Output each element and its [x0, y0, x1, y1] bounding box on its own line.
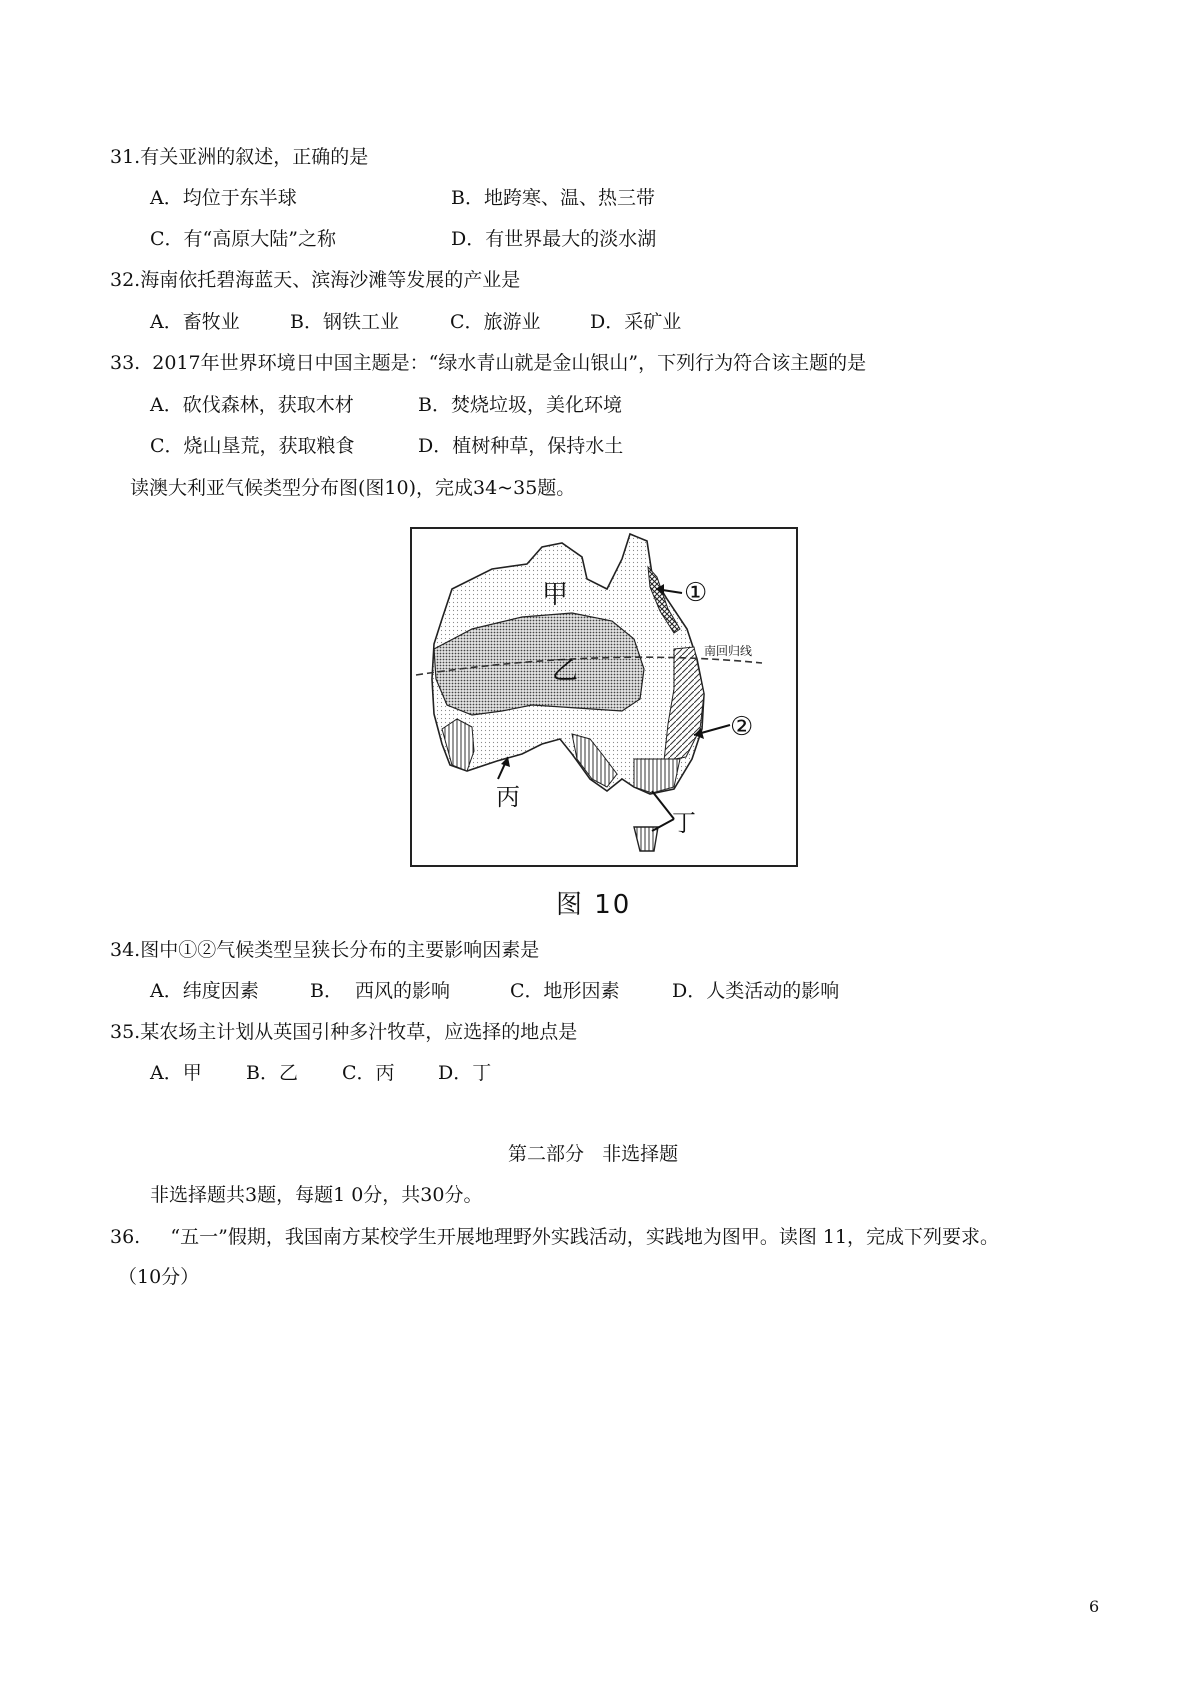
q32-stem: 32.海南依托碧海蓝天、滨海沙滩等发展的产业是 — [110, 269, 521, 291]
q36-stem-line2: （10分） — [118, 1266, 200, 1288]
q32-option-d: D．采矿业 — [590, 311, 682, 333]
q35-option-b: B．乙 — [246, 1062, 298, 1084]
arrow-ding-upper — [652, 791, 674, 819]
q32-option-b: B．钢铁工业 — [290, 311, 399, 333]
q34-option-c: C．地形因素 — [510, 980, 620, 1002]
label-yi: 乙 — [552, 656, 579, 686]
part2-note: 非选择题共3题，每题1 0分，共30分。 — [150, 1184, 483, 1206]
q31-option-a: A．均位于东半球 — [150, 187, 297, 209]
label-ding: 丁 — [672, 809, 696, 837]
q31-option-d: D．有世界最大的淡水湖 — [451, 228, 657, 250]
label-jia: 甲 — [542, 580, 569, 610]
q34-option-d: D．人类活动的影响 — [672, 980, 840, 1002]
q31-option-b: B．地跨寒、温、热三带 — [451, 187, 655, 209]
q34-option-b: B． 西风的影响 — [310, 980, 451, 1002]
q33-option-c: C．烧山垦荒，获取粮食 — [150, 435, 355, 457]
q33-option-a: A．砍伐森林，获取木材 — [150, 394, 354, 416]
q32-option-c: C．旅游业 — [450, 311, 541, 333]
q31-option-c: C．有“高原大陆”之称 — [150, 228, 336, 250]
q36-stem-line1: 36. “五一”假期，我国南方某校学生开展地理野外实践活动，实践地为图甲。读图 11，完成下列要求。 — [110, 1226, 1000, 1248]
figure-caption: 图 10 — [556, 890, 632, 920]
q33-option-d: D．植树种草，保持水土 — [418, 435, 624, 457]
q35-stem: 35.某农场主计划从英国引种多汁牧草，应选择的地点是 — [110, 1021, 578, 1043]
figure-intro: 读澳大利亚气候类型分布图(图10)，完成34~35题。 — [130, 477, 576, 499]
q35-option-d: D．丁 — [438, 1062, 492, 1084]
australia-climate-map — [410, 527, 798, 867]
mediterranean-region-bing-west — [442, 719, 474, 771]
label-bing: 丙 — [496, 783, 520, 811]
part2-title: 第二部分 非选择题 — [508, 1143, 679, 1165]
arrow-ding-lower — [652, 819, 674, 831]
q31-stem: 31.有关亚洲的叙述，正确的是 — [110, 146, 369, 168]
q32-option-a: A．畜牧业 — [150, 311, 240, 333]
q34-stem: 34.图中①②气候类型呈狭长分布的主要影响因素是 — [110, 939, 540, 961]
q34-option-a: A．纬度因素 — [150, 980, 259, 1002]
q33-stem: 33. 2017年世界环境日中国主题是：“绿水青山就是金山银山”，下列行为符合该主题的是 — [110, 352, 867, 374]
label-2: ② — [730, 712, 754, 742]
label-1: ① — [684, 578, 708, 608]
q35-option-c: C．丙 — [342, 1062, 395, 1084]
q33-option-b: B．焚烧垃圾，美化环境 — [418, 394, 622, 416]
label-tropic: 南回归线 — [704, 644, 753, 658]
page-number: 6 — [1089, 1597, 1100, 1616]
q35-option-a: A．甲 — [150, 1062, 202, 1084]
